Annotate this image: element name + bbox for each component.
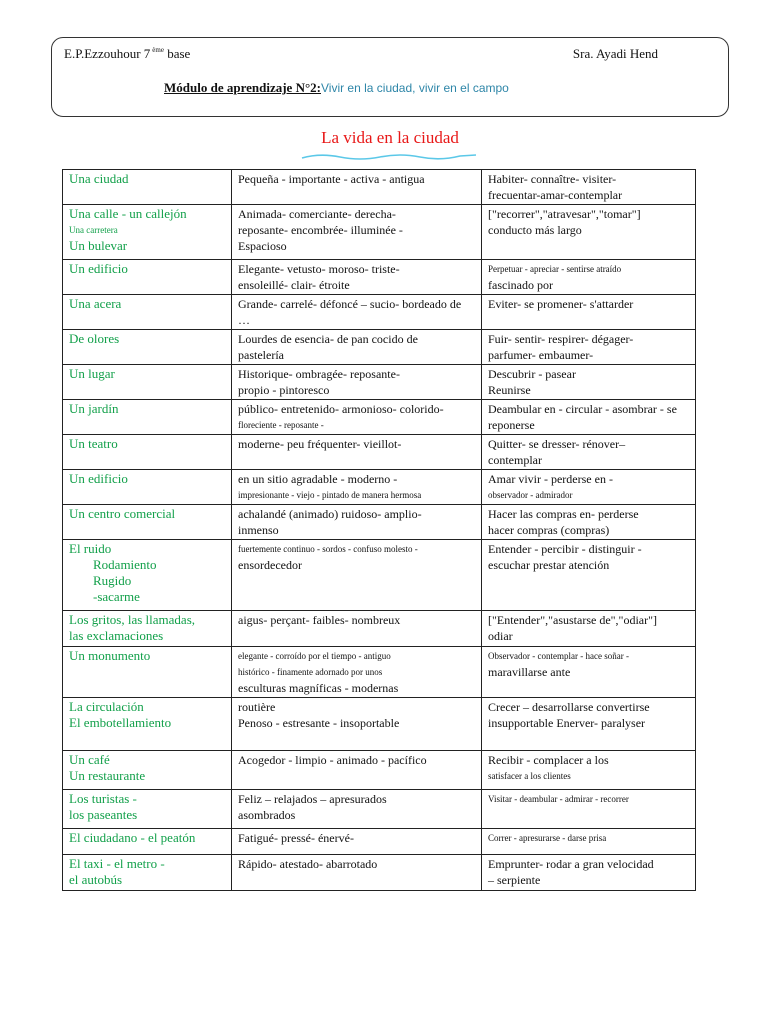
cell-line: Lourdes de esencia- de pan cocido de (238, 332, 418, 346)
cell-line: Entender - percibir - distinguir - (488, 542, 642, 556)
adjective-cell (232, 470, 482, 505)
cell-line: conducto más largo (488, 223, 582, 237)
noun-cell (63, 295, 232, 330)
cell-line: Quitter- se dresser- rénover– (488, 437, 626, 451)
cell-line: Crecer – desarrollarse convertirse (488, 700, 650, 714)
adjective-cell (232, 751, 482, 790)
cell-line: Hacer las compras en- perderse (488, 507, 639, 521)
cell-line: Deambular en - circular - asombrar - se (488, 402, 677, 416)
cell-line: Fuir- sentir- respirer- dégager- (488, 332, 634, 346)
cell-line: fascinado por (488, 278, 553, 292)
adjective-cell (232, 295, 482, 330)
verb-cell (482, 855, 696, 891)
verb-cell (482, 330, 696, 365)
adjective-cell (232, 505, 482, 540)
cell-line: histórico - finamente adornado por unos (238, 667, 383, 677)
vocab-table (62, 169, 696, 891)
cell-line: fuertemente continuo - sordos - confuso molesto - (238, 544, 418, 554)
cell-line: routière (238, 700, 276, 714)
cell-line: pastelería (238, 348, 284, 362)
cell-line: Rodamiento (93, 557, 157, 572)
cell-line: reponerse (488, 418, 535, 432)
verb-cell (482, 435, 696, 470)
cell-line: Recibir - complacer a los (488, 753, 609, 767)
cell-line: Un monumento (69, 648, 151, 663)
module-label: Módulo de aprendizaje N°2: (164, 80, 321, 95)
cell-line: inmenso (238, 523, 279, 537)
table-row (63, 855, 696, 891)
adjective-cell (232, 790, 482, 829)
noun-cell (63, 790, 232, 829)
cell-line: las exclamaciones (69, 628, 164, 643)
adjective-cell (232, 400, 482, 435)
cell-line: satisfacer a los clientes (488, 771, 571, 781)
cell-line: ["Entender","asustarse de","odiar"] (488, 613, 657, 627)
table-row (63, 698, 696, 751)
table-row (63, 790, 696, 829)
cell-line: maravillarse ante (488, 665, 571, 679)
noun-cell (63, 205, 232, 260)
cell-line: reposante- encombrée- illuminée - (238, 223, 403, 237)
cell-line: esculturas magníficas - modernas (238, 681, 399, 695)
noun-cell (63, 751, 232, 790)
noun-cell (63, 330, 232, 365)
cell-line: Una carretera (69, 225, 118, 235)
cell-line: Los gritos, las llamadas, (69, 612, 196, 627)
cell-line: Los turistas - (69, 791, 137, 806)
table-row (63, 829, 696, 855)
adjective-cell (232, 435, 482, 470)
cell-line: Amar vivir - perderse en - (488, 472, 613, 486)
cell-line: parfumer- embaumer- (488, 348, 594, 362)
adjective-cell (232, 647, 482, 698)
cell-line: -sacarme (93, 589, 140, 604)
adjective-cell (232, 260, 482, 295)
cell-line: Un centro comercial (69, 506, 176, 521)
cell-line: Espacioso (238, 239, 287, 253)
cell-line: achalandé (animado) ruidoso- amplio- (238, 507, 422, 521)
noun-cell (63, 829, 232, 855)
cell-line: Animada- comerciante- derecha- (238, 207, 396, 221)
verb-cell (482, 647, 696, 698)
verb-cell (482, 505, 696, 540)
title-squiggle (300, 150, 480, 164)
header-box (51, 37, 729, 117)
verb-cell (482, 205, 696, 260)
noun-cell (63, 400, 232, 435)
adjective-cell (232, 170, 482, 205)
cell-line: Penoso - estresante - insoportable (238, 716, 400, 730)
cell-line: Un café (69, 752, 110, 767)
cell-line: Elegante- vetusto- moroso- triste- (238, 262, 400, 276)
cell-line: Emprunter- rodar a gran velocidad (488, 857, 654, 871)
table-row (63, 470, 696, 505)
cell-line: insupportable Enerver- paralyser (488, 716, 646, 730)
noun-cell (63, 505, 232, 540)
school-level: base (167, 46, 191, 61)
cell-line: elegante - corroído por el tiempo - antiguo (238, 651, 391, 661)
verb-cell (482, 470, 696, 505)
table-row (63, 260, 696, 295)
teacher-name: Sra. Ayadi Hend (572, 46, 658, 61)
table-row (63, 400, 696, 435)
cell-line: Eviter- se promener- s'attarder (488, 297, 634, 311)
verb-cell (482, 751, 696, 790)
table-row (63, 205, 696, 260)
cell-line: Reunirse (488, 383, 531, 397)
cell-line: Un edificio (69, 471, 128, 486)
noun-cell (63, 170, 232, 205)
cell-line: ["recorrer","atravesar","tomar"] (488, 207, 641, 221)
cell-line: los paseantes (69, 807, 138, 822)
verb-cell (482, 790, 696, 829)
cell-line: Una acera (69, 296, 122, 311)
cell-line: público- entretenido- armonioso- colorido- (238, 402, 444, 416)
cell-line: El ruido (69, 541, 112, 556)
table-row (63, 611, 696, 647)
cell-line: Habiter- connaître- visiter- (488, 172, 617, 186)
verb-cell (482, 365, 696, 400)
verb-cell (482, 295, 696, 330)
cell-line: Rugido (93, 573, 132, 588)
cell-line: Una calle - un callejón (69, 206, 187, 221)
cell-line: El ciudadano - el peatón (69, 830, 196, 845)
cell-line: Historique- ombragée- reposante- (238, 367, 400, 381)
adjective-cell (232, 365, 482, 400)
table-row (63, 540, 696, 611)
adjective-cell (232, 205, 482, 260)
adjective-cell (232, 611, 482, 647)
cell-line: Un lugar (69, 366, 115, 381)
table-row (63, 170, 696, 205)
cell-line: Correr - apresurarse - darse prisa (488, 833, 607, 843)
cell-line: aigus- perçant- faibles- nombreux (238, 613, 401, 627)
cell-line: contemplar (488, 453, 542, 467)
verb-cell (482, 829, 696, 855)
cell-line: Rápido- atestado- abarrotado (238, 857, 378, 871)
cell-line: observador - admirador (488, 490, 573, 500)
cell-line: Pequeña - importante - activa - antigua (238, 172, 425, 186)
cell-line: Feliz – relajados – apresurados (238, 792, 387, 806)
cell-line: el autobús (69, 872, 123, 887)
school-sup: ème (152, 46, 164, 54)
cell-line: Visitar - deambular - admirar - recorrer (488, 794, 629, 804)
page-title: La vida en la ciudad (321, 128, 459, 147)
table-row (63, 365, 696, 400)
verb-cell (482, 611, 696, 647)
cell-line: Acogedor - limpio - animado - pacífico (238, 753, 427, 767)
table-row (63, 435, 696, 470)
cell-line: impresionante - viejo - pintado de manera hermosa (238, 490, 422, 500)
noun-cell (63, 647, 232, 698)
cell-line: en un sitio agradable - moderno - (238, 472, 398, 486)
adjective-cell (232, 698, 482, 751)
adjective-cell (232, 540, 482, 611)
cell-line: asombrados (238, 808, 296, 822)
cell-line: propio - pintoresco (238, 383, 330, 397)
cell-line: Un edificio (69, 261, 128, 276)
verb-cell (482, 540, 696, 611)
cell-line: floreciente - reposante - (238, 420, 324, 430)
cell-line: escuchar prestar atención (488, 558, 610, 572)
table-row (63, 505, 696, 540)
cell-line: La circulación (69, 699, 144, 714)
module-heading (164, 80, 509, 96)
cell-line: Un bulevar (69, 238, 128, 253)
module-topic: Vivir en la ciudad, vivir en el campo (320, 81, 509, 95)
table-row (63, 295, 696, 330)
school-name: E.P.Ezzouhour 7 $^{ème}$ base (64, 46, 191, 61)
cell-line: Descubrir - pasear (488, 367, 576, 381)
noun-cell (63, 435, 232, 470)
cell-line: moderne- peu fréquenter- vieillot- (238, 437, 402, 451)
cell-line: Perpetuar - apreciar - sentirse atraído (488, 264, 622, 274)
cell-line: Un teatro (69, 436, 118, 451)
cell-line: El taxi - el metro - (69, 856, 165, 871)
noun-cell (63, 365, 232, 400)
cell-line: frecuentar-amar-contemplar (488, 188, 623, 202)
table-row (63, 647, 696, 698)
verb-cell (482, 170, 696, 205)
adjective-cell (232, 829, 482, 855)
cell-line: … (238, 313, 250, 327)
cell-line: Una ciudad (69, 171, 129, 186)
cell-line: odiar (488, 629, 513, 643)
noun-cell (63, 698, 232, 751)
noun-cell (63, 540, 232, 611)
noun-cell (63, 470, 232, 505)
adjective-cell (232, 330, 482, 365)
verb-cell (482, 400, 696, 435)
noun-cell (63, 260, 232, 295)
cell-line: Observador - contemplar - hace soñar - (488, 651, 629, 661)
table-row (63, 330, 696, 365)
cell-line: ensordecedor (238, 558, 302, 572)
cell-line: El embotellamiento (69, 715, 172, 730)
cell-line: De olores (69, 331, 120, 346)
adjective-cell (232, 855, 482, 891)
cell-line: ensoleillé- clair- étroite (238, 278, 350, 292)
cell-line: Un restaurante (69, 768, 146, 783)
cell-line: Grande- carrelé- défoncé – sucio- bordeado de (238, 297, 462, 311)
cell-line: Fatigué- pressé- énervé- (238, 831, 354, 845)
cell-line: – serpiente (488, 873, 541, 887)
title-wrap (300, 128, 480, 164)
table-row (63, 751, 696, 790)
cell-line: hacer compras (compras) (488, 523, 610, 537)
verb-cell (482, 698, 696, 751)
noun-cell (63, 611, 232, 647)
cell-line: Un jardín (69, 401, 119, 416)
noun-cell (63, 855, 232, 891)
verb-cell (482, 260, 696, 295)
